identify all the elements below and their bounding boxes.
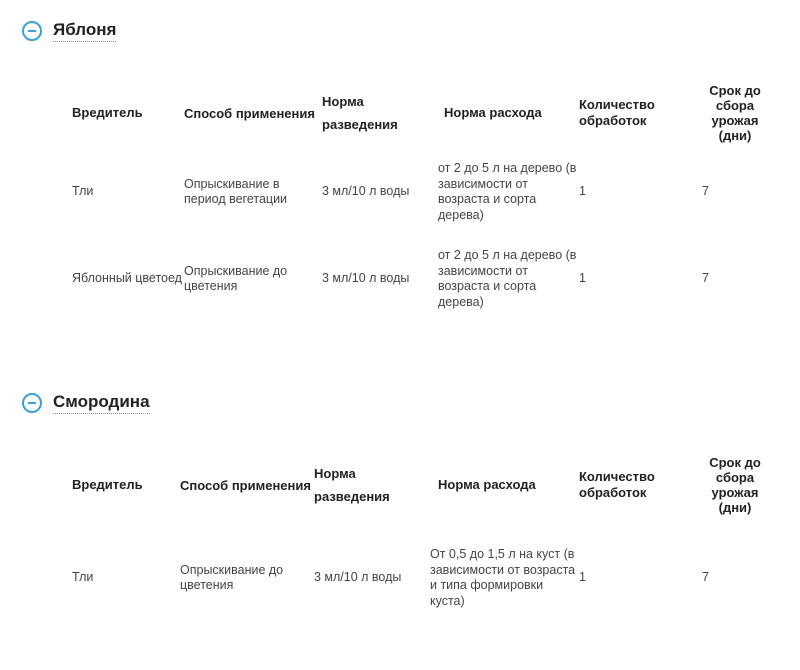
header-treatments: Количество обработок	[579, 469, 655, 500]
table-header-row	[72, 80, 772, 146]
cell-dilution: 3 мл/10 л воды	[314, 570, 402, 585]
header-pest: Вредитель	[72, 477, 143, 492]
cell-treatments: 1	[579, 271, 586, 286]
cell-harvest-days: 7	[702, 570, 709, 585]
cell-dilution: 3 мл/10 л воды	[322, 271, 410, 286]
header-method: Способ применения	[180, 477, 311, 493]
cell-method: Опрыскивание до цветения	[180, 562, 284, 592]
treatment-table-apple	[72, 80, 772, 320]
cell-harvest-days: 7	[702, 184, 709, 199]
header-pest: Вредитель	[72, 105, 143, 120]
header-consumption: Норма расхода	[444, 105, 542, 120]
cell-treatments: 1	[579, 184, 586, 199]
section-header-apple[interactable]	[22, 20, 116, 42]
cell-pest: Тли	[72, 184, 94, 199]
cell-treatments: 1	[579, 570, 586, 585]
header-harvest-days: Срок до сбора урожая (дни)	[709, 455, 761, 515]
section-header-currant[interactable]	[22, 392, 150, 414]
header-consumption: Норма расхода	[438, 477, 536, 492]
cell-harvest-days: 7	[702, 271, 709, 286]
cell-pest: Тли	[72, 570, 94, 585]
section-title[interactable]: Смородина	[53, 392, 150, 414]
section-title[interactable]: Яблоня	[53, 20, 116, 42]
header-treatments: Количество обработок	[579, 97, 655, 128]
collapse-minus-icon[interactable]	[22, 21, 42, 41]
table-header-row	[72, 452, 772, 518]
header-method: Способ применения	[184, 105, 315, 121]
table-row	[72, 518, 772, 638]
cell-method: Опрыскивание до цветения	[184, 263, 288, 293]
cell-consumption: От 0,5 до 1,5 л на куст (в зависимости от возраста и типа формировки куста)	[430, 547, 576, 608]
collapse-minus-icon[interactable]	[22, 393, 42, 413]
cell-pest: Яблонный цветоед	[72, 271, 182, 286]
header-harvest-days: Срок до сбора урожая (дни)	[709, 83, 761, 143]
cell-method: Опрыскивание в период вегетации	[184, 176, 288, 206]
cell-consumption: от 2 до 5 л на дерево (в зависимости от возраста и сорта дерева)	[438, 161, 577, 222]
header-dilution: Норма разведения	[314, 466, 390, 504]
table-row	[72, 238, 772, 320]
cell-consumption: от 2 до 5 л на дерево (в зависимости от возраста и сорта дерева)	[438, 248, 577, 309]
header-dilution: Норма разведения	[322, 94, 398, 132]
treatment-table-currant	[72, 452, 772, 638]
table-row	[72, 146, 772, 238]
cell-dilution: 3 мл/10 л воды	[322, 184, 410, 199]
